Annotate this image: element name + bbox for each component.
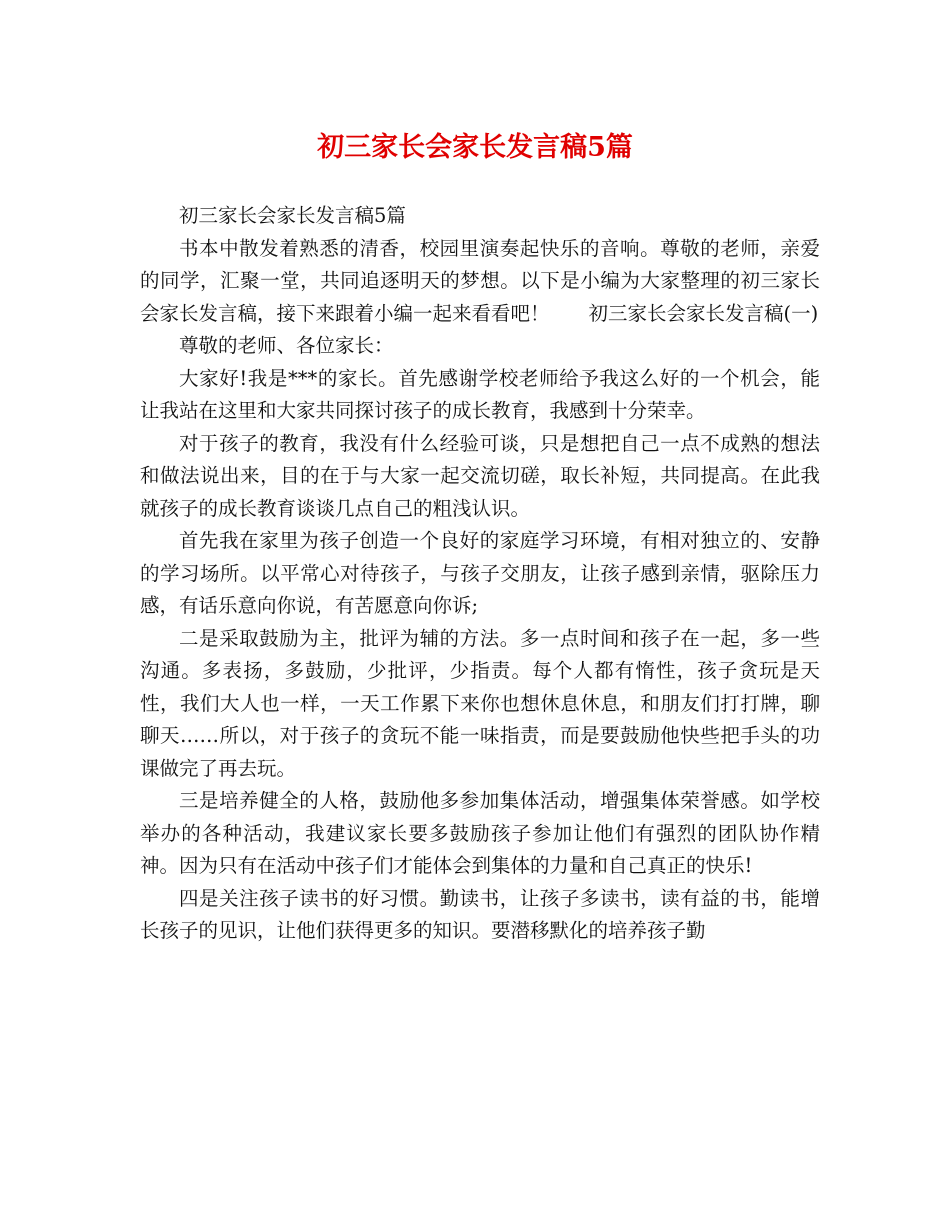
paragraph-salutation: 尊敬的老师、各位家长： <box>179 334 394 357</box>
paragraph-experience: 对于孩子的教育，我没有什么经验可谈，只是想把自己一点不成熟的想法和做法说出来，目的在于与大家一起交流切磋，取长补短，共同提高。在此我就孩子的成长教育谈谈几点自己的粗浅认识。 <box>140 431 820 520</box>
document-title: 初三家长会家长发言稿5篇 <box>317 132 633 163</box>
paragraph-greeting: 大家好!我是***的家长。首先感谢学校老师给予我这么好的一个机会，能让我站在这里和大家共同探讨孩子的成长教育，我感到十分荣幸。 <box>140 366 820 422</box>
document-body <box>140 200 820 948</box>
paragraph-point-four: 四是关注孩子读书的好习惯。勤读书，让孩子多读书，读有益的书，能增长孩子的见识，让他们获得更多的知识。要潜移默化的培养孩子勤 <box>140 886 820 942</box>
paragraph-point-three: 三是培养健全的人格，鼓励他多参加集体活动，增强集体荣誉感。如学校举办的各种活动，我建议家长要多鼓励孩子参加让他们有强烈的团队协作精神。因为只有在活动中孩子们才能体会到集体的力量和自己真正的快乐! <box>140 789 820 877</box>
paragraph-point-one: 首先我在家里为孩子创造一个良好的家庭学习环境，有相对独立的、安静的学习场所。以平常心对待孩子，与孩子交朋友，让孩子感到亲情，驱除压力感，有话乐意向你说，有苦愿意向你诉; <box>140 529 820 617</box>
paragraph-point-two: 二是采取鼓励为主，批评为辅的方法。多一点时间和孩子在一起，多一些沟通。多表扬，多鼓励，少批评，少指责。每个人都有惰性，孩子贪玩是天性，我们大人也一样，一天工作累下来你也想休息休息，和朋友们打打牌，聊聊天……所以，对于孩子的贪玩不能一味指责，而是要鼓励他快些把手头的功课做完了再去玩。 <box>140 626 820 780</box>
paragraph-intro: 书本中散发着熟悉的清香，校园里演奏起快乐的音响。尊敬的老师，亲爱的同学，汇聚一堂，共同追逐明天的梦想。以下是小编为大家整理的初三家长会家长发言稿，接下来跟着小编一起来看看吧！ 初三家长会家长发言稿(一) <box>140 236 820 325</box>
paragraph-subtitle: 初三家长会家长发言稿5篇 <box>179 204 406 227</box>
